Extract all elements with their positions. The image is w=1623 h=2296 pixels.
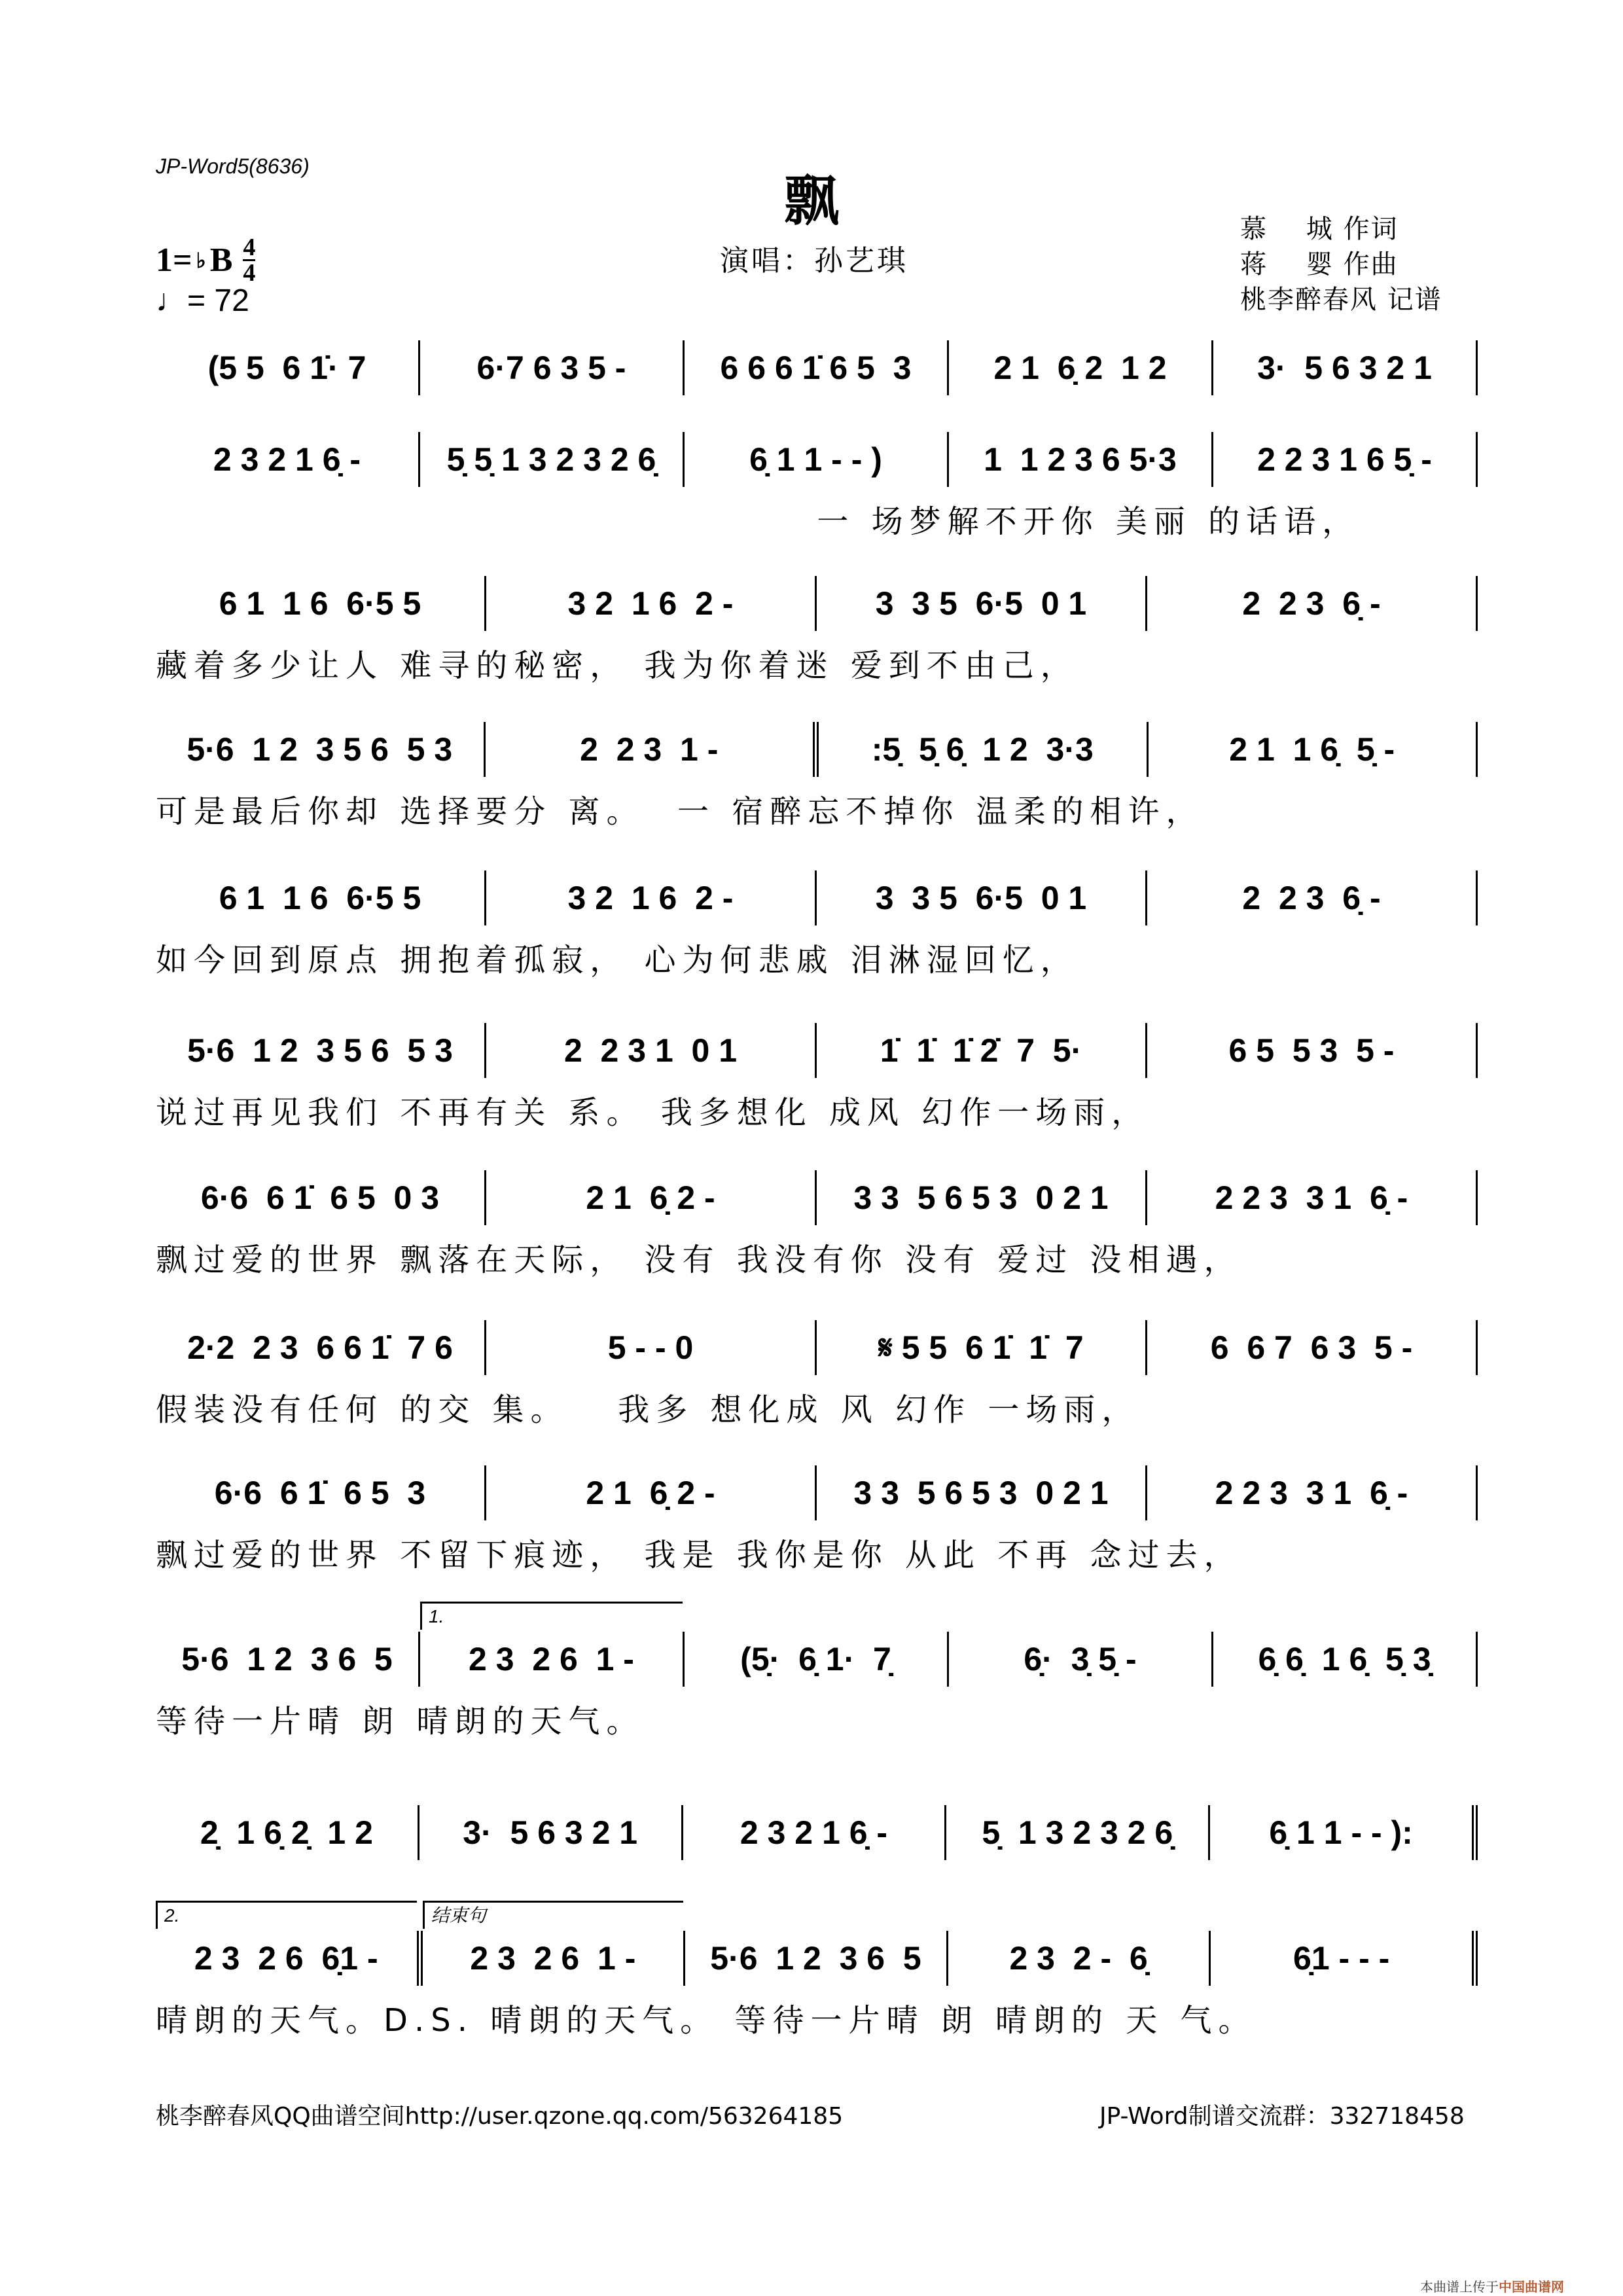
measure-notes: 6̣ 6̣ 1 6̣ 5̣ 3̣ xyxy=(1258,1641,1431,1677)
score-line xyxy=(156,870,1478,980)
measure-notes: 6·7 6 3 5 - xyxy=(476,350,626,386)
staff xyxy=(156,340,1478,395)
measure xyxy=(1147,1320,1478,1375)
measure xyxy=(156,1170,486,1225)
lyric-line: 一 场梦解不开你 美丽 的话语， xyxy=(156,503,1361,540)
measure xyxy=(486,1320,817,1375)
volta-bracket: 2. xyxy=(156,1901,417,1929)
measure-notes: 3 3 5 6·5 0 1 xyxy=(875,585,1087,622)
measure-notes: 3 2 1 6 2 - xyxy=(567,585,734,622)
site-watermark xyxy=(1420,2276,1564,2295)
measure-notes: 2 1 6̣ 2 - xyxy=(586,1475,715,1511)
measure-notes: 6 1 1 6 6·5 5 xyxy=(219,585,421,622)
measure xyxy=(1147,1465,1478,1520)
time-signature xyxy=(243,236,255,285)
measure-notes: 1 1 2 3 6 5·3 xyxy=(984,441,1177,478)
lyric-line: 说过再见我们 不再有关 系。 我多想化 成风 幻作一场雨， xyxy=(156,1094,1150,1131)
measure xyxy=(685,1931,948,1986)
measure-notes: 6̣· 3̣ 5̣ - xyxy=(1024,1641,1137,1677)
lyric-line: 如今回到原点 拥抱着孤寂， 心为何悲戚 泪淋湿回忆， xyxy=(156,942,1079,978)
measure-notes: 2 1 6̣ 2 1 2 xyxy=(993,350,1167,386)
score-line xyxy=(156,1170,1478,1280)
lyric-line: 飘过爱的世界 不留下痕迹， 我是 我你是你 从此 不再 念过去， xyxy=(156,1537,1242,1573)
measure xyxy=(685,1632,949,1687)
measure-notes: 2 2 3 1 0 1 xyxy=(563,1032,738,1069)
volta-bracket: 1. xyxy=(420,1602,683,1630)
score-line xyxy=(156,1905,1478,2040)
measure xyxy=(817,870,1147,925)
measure-notes: 6·6 6 1̇ 6 5 3 xyxy=(214,1475,426,1511)
staff xyxy=(156,1805,1478,1860)
staff xyxy=(156,1465,1478,1520)
key-prefix: 1= xyxy=(156,242,192,279)
measure-notes: 5·6 1 2 3 6 5 xyxy=(181,1641,393,1677)
measure xyxy=(1213,340,1478,395)
measure xyxy=(685,340,949,395)
measure xyxy=(420,432,685,487)
measure-notes: :5̣ 5̣ 6̣ 1 2 3·3 xyxy=(871,731,1094,768)
transcriber-credit: 桃李醉春风 记谱 xyxy=(1240,285,1442,315)
measure-notes: 6·6 6 1̇ 6 5 0 3 xyxy=(200,1179,440,1216)
score-line xyxy=(156,340,1478,395)
measure xyxy=(817,1465,1147,1520)
measure-notes: 3 3 5 6 5 3 0 2 1 xyxy=(853,1475,1109,1511)
measure xyxy=(685,432,949,487)
lyric-line: 藏着多少让人 难寻的秘密， 我为你着迷 爱到不由己， xyxy=(156,647,1079,684)
staff xyxy=(156,1606,1478,1687)
staff xyxy=(156,1170,1478,1225)
score-line xyxy=(156,432,1478,541)
measure-notes: 5̣ 5̣ 1 3 2 3 2 6̣ xyxy=(446,441,656,478)
time-bottom: 4 xyxy=(243,259,256,287)
lyric-line: 飘过爱的世界 飘落在天际， 没有 我没有你 没有 爱过 没相遇， xyxy=(156,1242,1242,1278)
measure-notes: 2 3 2 6 1 - xyxy=(470,1940,636,1977)
measure xyxy=(486,576,817,631)
measure-notes: 2 1 6̣ 2 - xyxy=(586,1179,715,1216)
score-line xyxy=(156,576,1478,685)
measure-notes: 2 1 1 6̣ 5̣ - xyxy=(1229,731,1395,768)
measure xyxy=(156,340,420,395)
footer-source: 桃李醉春风QQ曲谱空间http://user.qzone.qq.com/563264185 xyxy=(156,2103,844,2130)
measure xyxy=(156,1465,486,1520)
measure-notes: 6̣1 - - - xyxy=(1293,1940,1390,1977)
measure-notes: 2 2 3 1 6 5̣ - xyxy=(1257,441,1432,478)
measure xyxy=(948,1931,1211,1986)
measure-notes: 6 5 5 3 5 - xyxy=(1228,1032,1395,1069)
measure-notes: 6 6 6 1̇ 6 5 3 xyxy=(720,350,912,386)
lyric-line: 可是最后你却 选择要分 离。 一 宿醉忘不掉你 温柔的相许， xyxy=(156,793,1204,830)
lyric-line: 等待一片晴 朗 晴朗的天气。 xyxy=(156,1703,645,1740)
measure xyxy=(1213,1632,1478,1687)
lyric-line: 假装没有任何 的交 集。 我多 想化成 风 幻作 一场雨， xyxy=(156,1391,1140,1428)
measure xyxy=(156,1905,423,1986)
measure-notes: 5·6 1 2 3 6 5 xyxy=(710,1940,921,1977)
measure xyxy=(156,722,486,777)
measure xyxy=(420,340,685,395)
measure xyxy=(1149,722,1478,777)
measure xyxy=(156,1805,419,1860)
measure xyxy=(1211,1931,1478,1986)
singer-credit: 演唱：孙艺琪 xyxy=(720,244,908,278)
measure-notes: 2̣ 1 6̣ 2̣ 1 2 xyxy=(200,1814,373,1851)
measure xyxy=(156,432,420,487)
measure-notes: 5·6 1 2 3 5 6 5 3 xyxy=(187,731,453,768)
measure xyxy=(156,576,486,631)
measure-notes: 2 2 3 1 - xyxy=(580,731,719,768)
measure xyxy=(156,1632,420,1687)
measure xyxy=(486,1465,817,1520)
measure-notes: 6 6 7 6 3 5 - xyxy=(1210,1329,1413,1366)
measure xyxy=(423,1905,686,1986)
score-line xyxy=(156,722,1478,831)
measure-notes: 6̣ 1 1 - - ): xyxy=(1269,1814,1413,1851)
measure xyxy=(486,870,817,925)
staff xyxy=(156,722,1478,777)
staff xyxy=(156,1905,1478,1986)
measure xyxy=(946,1805,1210,1860)
footer-group: JP-Word制谱交流群：332718458 xyxy=(1099,2103,1465,2130)
measure-notes: 2 3 2 1 6̣ - xyxy=(213,441,361,478)
flat-icon: ♭ xyxy=(196,248,206,272)
measure-notes: 2 3 2 1 6̣ - xyxy=(740,1814,888,1851)
measure xyxy=(817,1023,1147,1078)
measure xyxy=(1147,870,1478,925)
measure-notes: 𝄋 5 5 6 1̇ 1̇ 7 xyxy=(878,1329,1084,1366)
staff xyxy=(156,1023,1478,1078)
measure xyxy=(156,1320,486,1375)
watermark-text: 本曲谱上传于 xyxy=(1420,2279,1499,2295)
software-version: JP-Word5(8636) xyxy=(156,154,310,178)
measure-notes: 3 3 5 6 5 3 0 2 1 xyxy=(853,1179,1109,1216)
measure xyxy=(683,1805,947,1860)
score-line xyxy=(156,1320,1478,1429)
measure-notes: 1̇ 1̇ 1̇ 2̇ 7 5· xyxy=(880,1032,1082,1069)
measure xyxy=(156,1023,486,1078)
measure xyxy=(1147,576,1478,631)
measure-notes: 5 - - 0 xyxy=(607,1329,694,1366)
staff xyxy=(156,432,1478,487)
score-line xyxy=(156,1465,1478,1575)
key-signature xyxy=(156,236,255,285)
staff xyxy=(156,1320,1478,1375)
measure xyxy=(486,1170,817,1225)
measure-notes: 3 2 1 6 2 - xyxy=(567,880,734,916)
song-title: 飘 xyxy=(783,169,839,233)
measure-notes: (5̣· 6̣ 1· 7̣ xyxy=(740,1641,891,1677)
measure xyxy=(817,1170,1147,1225)
measure xyxy=(486,722,819,777)
score-line xyxy=(156,1805,1478,1860)
measure xyxy=(1210,1805,1478,1860)
measure-notes: 2 3 2 6 6̣1 - xyxy=(194,1940,378,1977)
measure xyxy=(1147,1023,1478,1078)
lyric-line: 晴朗的天气。D.S. 晴朗的天气。 等待一片晴 朗 晴朗的 天 气。 xyxy=(156,2002,1257,2039)
measure xyxy=(949,432,1213,487)
measure-notes: 3 3 5 6·5 0 1 xyxy=(875,880,1087,916)
measure xyxy=(486,1023,817,1078)
measure-notes: 2 3 2 - 6̣ xyxy=(1009,1940,1148,1977)
measure xyxy=(949,340,1213,395)
measure-notes: 5̣ 1 3 2 3 2 6̣ xyxy=(982,1814,1173,1851)
measure-notes: (5 5 6 1̇· 7 xyxy=(207,350,366,386)
measure-notes: 2 2 3 6̣ - xyxy=(1242,880,1381,916)
score-line xyxy=(156,1023,1478,1132)
measure xyxy=(819,722,1149,777)
measure xyxy=(156,870,486,925)
time-top: 4 xyxy=(243,234,256,261)
measure xyxy=(817,1320,1147,1375)
measure xyxy=(949,1632,1213,1687)
measure-notes: 2 3 2 6 1 - xyxy=(469,1641,634,1677)
measure xyxy=(419,1805,683,1860)
measure-notes: 3· 5 6 3 2 1 xyxy=(463,1814,638,1851)
measure xyxy=(1213,432,1478,487)
measure xyxy=(420,1606,685,1687)
measure-notes: 5·6 1 2 3 5 6 5 3 xyxy=(187,1032,453,1069)
volta-bracket: 结束句 xyxy=(423,1901,684,1929)
lyricist-credit: 慕 城 作词 xyxy=(1240,214,1399,244)
measure-notes: 2·2 2 3 6 6 1̇ 7 6 xyxy=(187,1329,453,1366)
composer-credit: 蒋 婴 作曲 xyxy=(1240,249,1399,279)
key-note: B xyxy=(209,242,233,279)
watermark-logo: 中国曲谱网 xyxy=(1499,2279,1564,2295)
measure-notes: 6 1 1 6 6·5 5 xyxy=(219,880,421,916)
staff xyxy=(156,870,1478,925)
measure-notes: 2 2 3 3 1 6̣ - xyxy=(1215,1475,1408,1511)
staff xyxy=(156,576,1478,631)
measure xyxy=(1147,1170,1478,1225)
score-line xyxy=(156,1606,1478,1741)
tempo-marking: ♩= 72 xyxy=(156,283,249,318)
measure-notes: 2 2 3 6̣ - xyxy=(1242,585,1381,622)
measure-notes: 2 2 3 3 1 6̣ - xyxy=(1215,1179,1408,1216)
measure-notes: 3· 5 6 3 2 1 xyxy=(1257,350,1432,386)
measure-notes: 6̣ 1 1 - - ) xyxy=(749,441,882,478)
measure xyxy=(817,576,1147,631)
